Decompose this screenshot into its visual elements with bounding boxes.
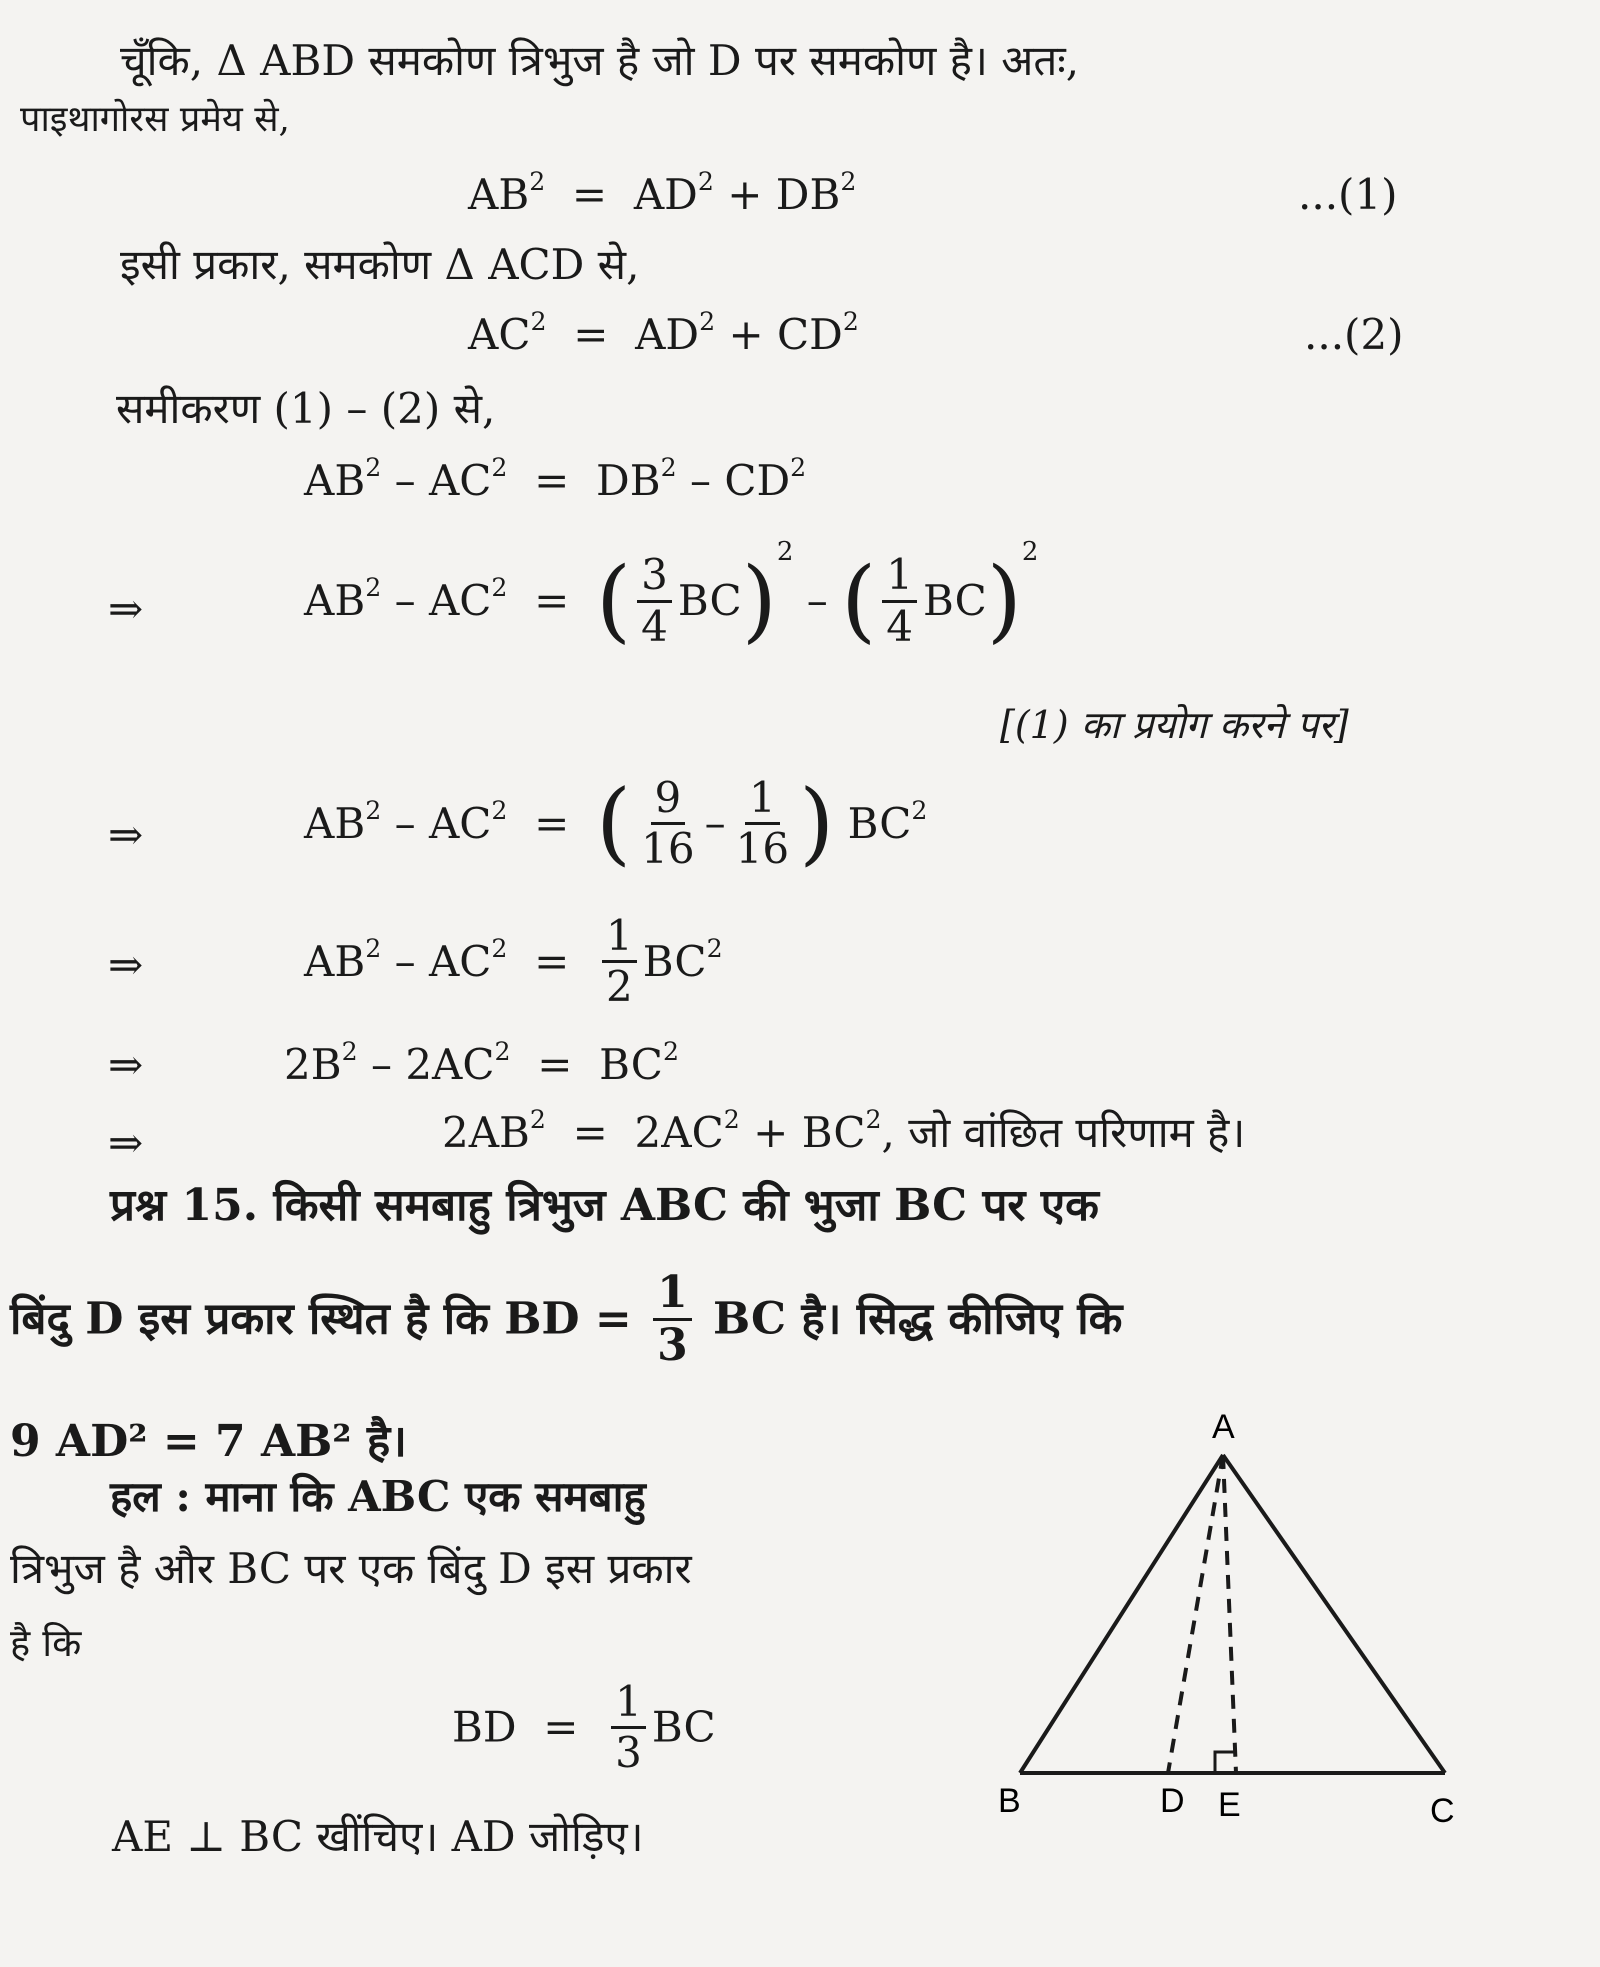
text-line-1: चूँकि, Δ ABD समकोण त्रिभुज है जो D पर समकोण है। अतः, xyxy=(120,36,1080,85)
vertex-label-c: C xyxy=(1430,1792,1455,1830)
equation-6: $AB^2 - AC^2$ = $\frac{1}{2}$ $BC^2$ xyxy=(304,911,723,1012)
text-line-3: इसी प्रकार, समकोण Δ ACD से, xyxy=(120,240,640,289)
vertex-label-b: B xyxy=(998,1782,1021,1820)
implies-arrow: ⇒ xyxy=(108,810,144,859)
equation-7: $2B^2 - 2AC^2 = BC^2$ xyxy=(284,1037,679,1089)
vertex-label-a: A xyxy=(1212,1408,1235,1446)
solution-line-3: है कि xyxy=(10,1621,82,1665)
implies-arrow: ⇒ xyxy=(108,940,144,989)
side-ac xyxy=(1223,1455,1445,1773)
equation-3: $AB^2 - AC^2 = DB^2 - CD^2$ xyxy=(304,453,807,505)
segment-ad xyxy=(1168,1455,1223,1773)
triangle-figure xyxy=(990,1400,1470,1840)
segment-ae xyxy=(1223,1455,1236,1773)
implies-arrow: ⇒ xyxy=(108,584,144,633)
question-line-2: बिंदु D इस प्रकार स्थित है कि BD = $\frac{1}{3}$ BC है। सिद्ध कीजिए कि xyxy=(10,1267,1123,1372)
equation-5: $AB^2 - AC^2$ = ( $\frac{9}{16}$ – $\frac{1}{16}$ ) $BC^2$ xyxy=(304,770,928,876)
implies-arrow: ⇒ xyxy=(108,1040,144,1089)
point-label-e: E xyxy=(1218,1786,1241,1824)
right-angle-marker xyxy=(1215,1752,1236,1773)
question-line-3: 9 AD² = 7 AB² है। xyxy=(10,1416,407,1467)
text-line-2: पाइथागोरस प्रमेय से, xyxy=(20,99,290,140)
text-line-4: समीकरण (1) – (2) से, xyxy=(116,384,496,433)
implies-arrow: ⇒ xyxy=(108,1118,144,1167)
point-label-d: D xyxy=(1160,1782,1185,1820)
usage-note: [(1) का प्रयोग करने पर] xyxy=(1000,703,1349,747)
solution-last-line: AE ⊥ BC खींचिए। AD जोड़िए। xyxy=(112,1812,644,1861)
question-line-1: प्रश्न 15. किसी समबाहु त्रिभुज ABC की भुजा BC पर एक xyxy=(110,1180,1099,1231)
equation-tag-1: ...(1) xyxy=(1298,170,1398,219)
solution-equation: BD = $\frac{1}{3}$ BC xyxy=(452,1677,716,1778)
equation-2: $AC^2 = AD^2 + CD^2$ xyxy=(468,307,859,359)
solution-line-2: त्रिभुज है और BC पर एक बिंदु D इस प्रकार xyxy=(10,1544,692,1593)
equation-1: $AB^2 = AD^2 + DB^2$ xyxy=(468,167,857,219)
equation-4: $AB^2 - AC^2$ = ( $\frac{3}{4}$ BC)$^2$ – ( $\frac{1}{4}$ BC)$^2$ xyxy=(304,537,1039,653)
equation-8: $2AB^2 = 2AC^2 + BC^2$, जो वांछित परिणाम है। xyxy=(442,1105,1246,1157)
side-ab xyxy=(1020,1455,1223,1773)
equation-tag-2: ...(2) xyxy=(1304,310,1404,359)
solution-line-1: हल : माना कि ABC एक समबाहु xyxy=(110,1472,646,1521)
